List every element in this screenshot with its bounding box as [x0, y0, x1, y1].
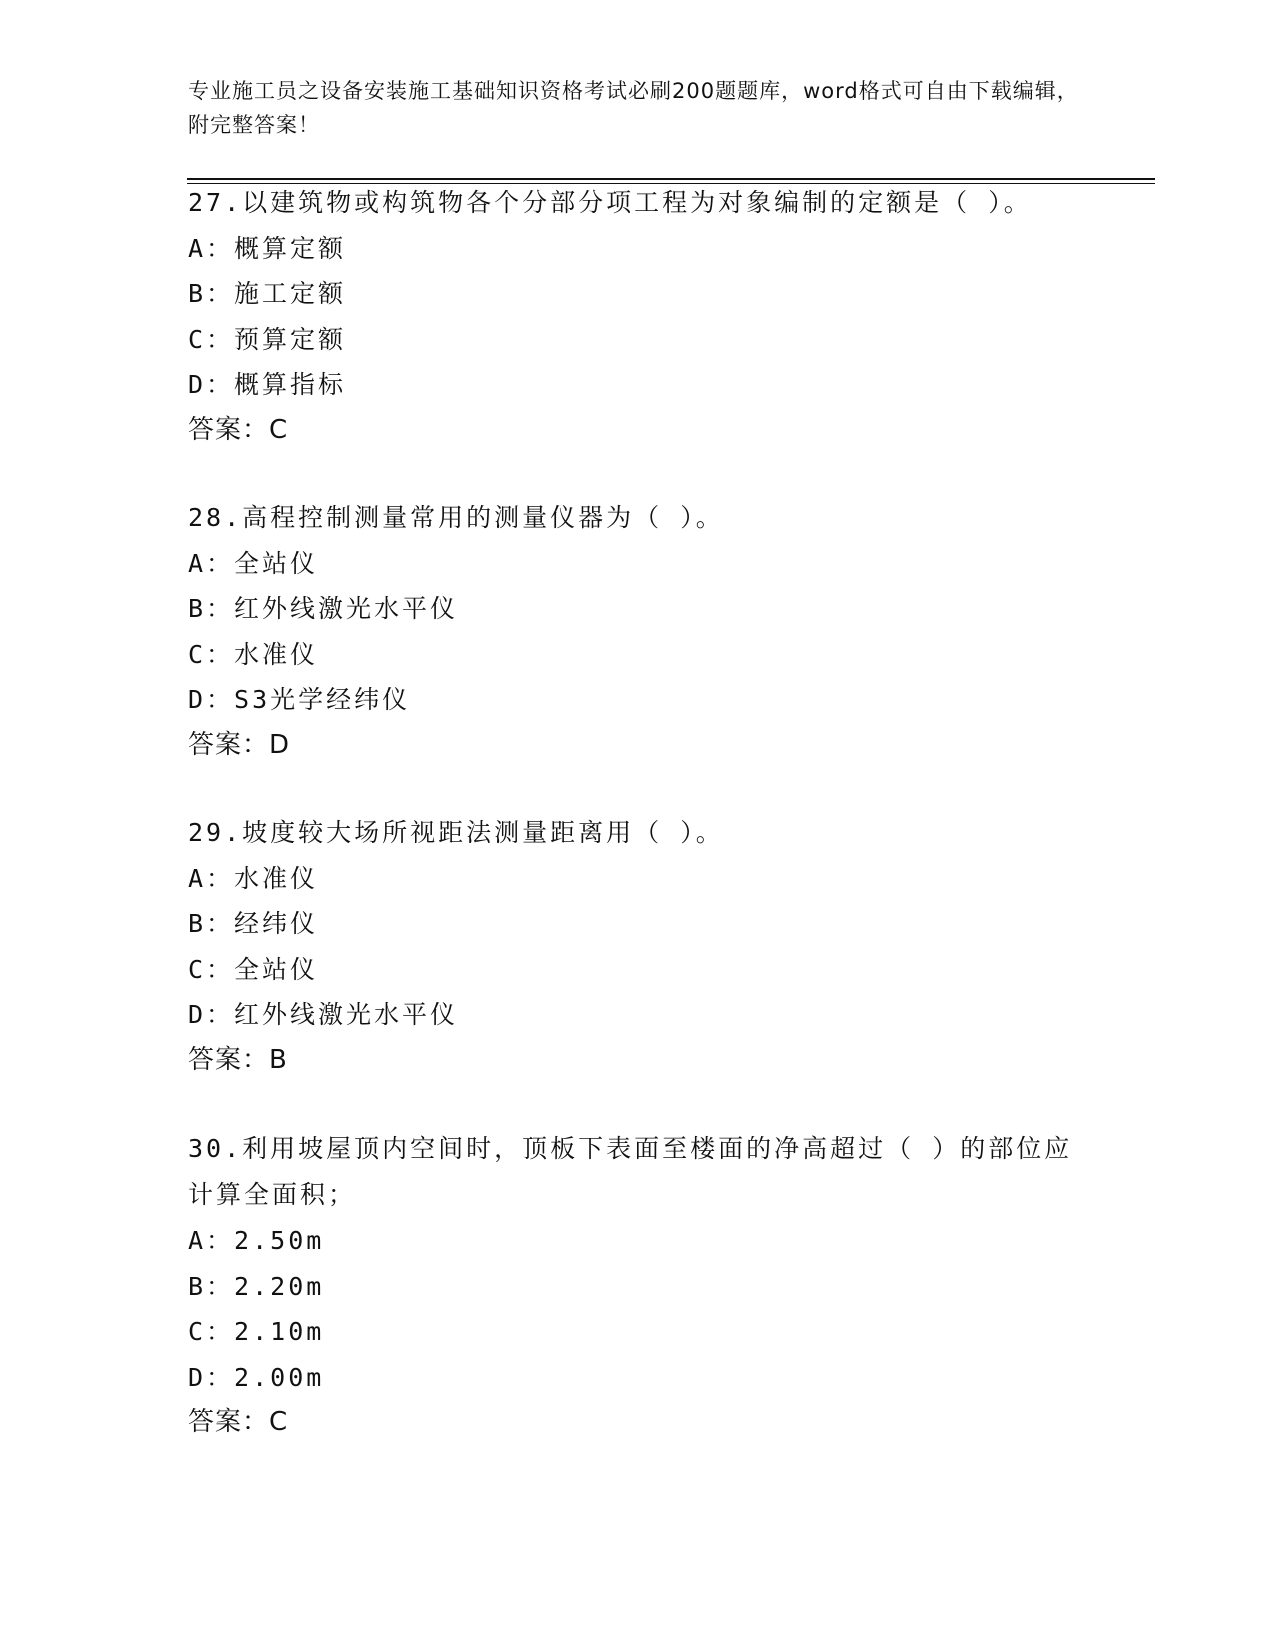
question-stem: 28.高程控制测量常用的测量仪器为（ ）。 [188, 503, 724, 532]
answer-key: 答案：B [188, 1044, 288, 1075]
answer-key: 答案：C [188, 1407, 289, 1437]
document-header [188, 74, 1088, 142]
question-stem: 30.利用坡屋顶内空间时，顶板下表面至楼面的净高超过（ ）的部位应计算全面积； [188, 1134, 1073, 1209]
option-a: A：2.50m [188, 1226, 325, 1255]
question-stem: 27.以建筑物或构筑物各个分部分项工程为对象编制的定额是（ ）。 [188, 188, 1032, 217]
option-d: D：2.00m [188, 1362, 325, 1392]
option-d: D：S3光学经纬仪 [188, 685, 411, 714]
option-a: A：全站仪 [188, 548, 319, 578]
question-30 [188, 1126, 1088, 1445]
answer-key: 答案：D [188, 729, 291, 760]
option-a: A：概算定额 [188, 233, 347, 263]
option-c: C：预算定额 [188, 324, 347, 354]
option-d: D：红外线激光水平仪 [188, 1000, 459, 1029]
document-title: 专业施工员之设备安装施工基础知识资格考试必刷200题题库，word格式可自由下载编辑，附完整答案！ [188, 79, 1079, 137]
question-stem: 29.坡度较大场所视距法测量距离用（ ）。 [188, 818, 724, 847]
option-b: B：红外线激光水平仪 [188, 594, 459, 623]
option-c: C：2.10m [188, 1317, 325, 1346]
question-28 [188, 495, 1088, 768]
option-d: D：概算指标 [188, 370, 347, 399]
option-b: B：2.20m [188, 1271, 325, 1301]
answer-key: 答案：C [188, 414, 289, 445]
question-29 [188, 810, 1088, 1083]
option-c: C：水准仪 [188, 639, 319, 669]
option-c: C：全站仪 [188, 954, 319, 984]
option-b: B：施工定额 [188, 279, 347, 308]
option-b: B：经纬仪 [188, 909, 319, 938]
option-a: A：水准仪 [188, 863, 319, 893]
question-27 [188, 180, 1088, 453]
